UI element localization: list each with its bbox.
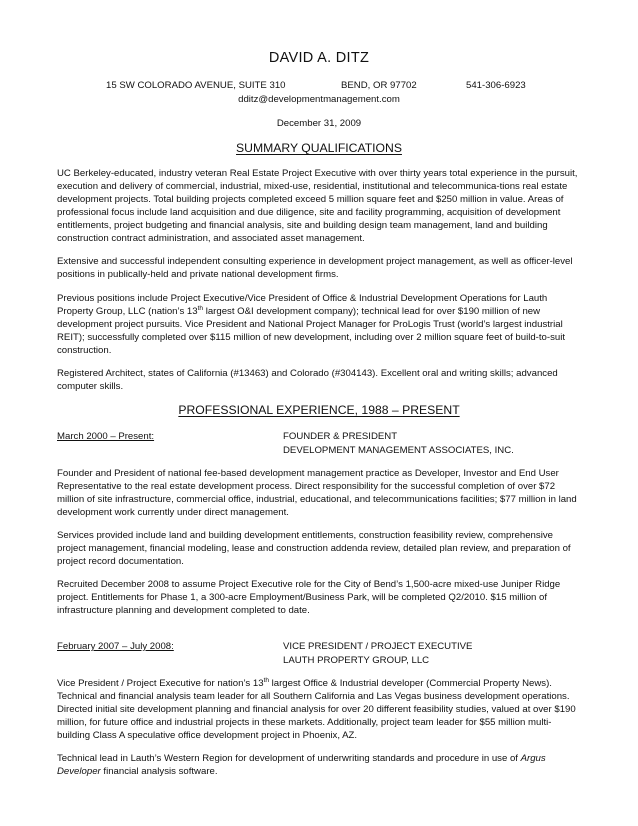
- job-1-dates: March 2000 – Present:: [57, 431, 155, 442]
- job-1-paragraph-1: Founder and President of national fee-based development management practice as Developer, Investor and End User Representative to the real estate development process. Direct responsibility for the successful completion of over $72 million of site infrastructure, commercial office, industrial, educational, and telecommunications facilities; $77 million in land development work currently under direct management.: [57, 468, 577, 518]
- summary-paragraph-2: Extensive and successful independent consulting experience in development project management, as well as officer-level positions in publically-held and private national development firms.: [57, 256, 573, 280]
- city-state-zip: BEND, OR 97702: [341, 80, 417, 91]
- job-1-paragraph-3: Recruited December 2008 to assume Project Executive role for the City of Bend’s 1,500-acre mixed-use Juniper Ridge project. Entitlements for Phase 1, a 300-acre Employment/Business Park, will be completed Q2/2010. $15 million of infrastructure planning and development completed to date.: [57, 579, 561, 616]
- job-2-paragraph-2: Technical lead in Lauth’s Western Region for development of underwriting standards and procedure in use of Argus Developer financial analysis software.: [57, 753, 546, 777]
- job-2-title: VICE PRESIDENT / PROJECT EXECUTIVE: [283, 641, 473, 652]
- job-2-dates: February 2007 – July 2008:: [57, 641, 174, 652]
- street-address: 15 SW COLORADO AVENUE, SUITE 310: [106, 80, 286, 91]
- phone-number: 541-306-6923: [466, 80, 526, 91]
- summary-paragraph-3: Previous positions include Project Executive/Vice President of Office & Industrial Development Operations for Lauth Property Group, LLC (nation’s 13th largest O&I development company); technical lead for over $190 million of new development project pursuits. Vice President and National Project Manager for ProLogis Trust (world’s largest industrial REIT); successfully completed over $115 million of new development, including over 2 million square feet of build-to-suit construction.: [57, 293, 566, 356]
- document-date: December 31, 2009: [276, 118, 362, 129]
- candidate-name: DAVID A. DITZ: [268, 50, 370, 66]
- summary-paragraph-1: UC Berkeley-educated, industry veteran Real Estate Project Executive with over thirty years total experience in the pursuit, execution and delivery of commercial, industrial, mixed-use, residential, institutional and telecommunica-tions real estate development projects. Total building projects completed exceed 5 million square feet and $250 million in value. Areas of professional focus include land acquisition and due diligence, site and facility programming, acquisition of development entitlements, project budgeting and financial analysis, site and building design team management, land and building construction contract administration, and associated asset management.: [57, 168, 578, 244]
- job-1-company: DEVELOPMENT MANAGEMENT ASSOCIATES, INC.: [283, 445, 514, 456]
- job-2-paragraph-1: Vice President / Project Executive for nation’s 13th largest Office & Industrial developer (Commercial Property News). Technical and financial analysis team leader for all Southern California and Las Vegas business development operations. Directed initial site development planning and financial analysis for over 20 different feasibility studies, valued at over $190 million, for future office and industrial projects in these markets. Additionally, project team leader for $55 million multi-building Class A speculative office development project in Phoenix, AZ.: [57, 676, 576, 741]
- experience-heading: PROFESSIONAL EXPERIENCE, 1988 – PRESENT: [178, 403, 460, 417]
- summary-paragraph-4: Registered Architect, states of California (#13463) and Colorado (#304143). Excellent oral and writing skills; advanced computer skills.: [57, 368, 558, 392]
- job-1-paragraph-2: Services provided include land and building development entitlements, construction feasibility review, comprehensive project management, financial modeling, lease and construction addenda review, detailed plan review, and preparation of project record documentation.: [57, 530, 571, 567]
- job-2-company: LAUTH PROPERTY GROUP, LLC: [283, 655, 430, 666]
- job-1-title: FOUNDER & PRESIDENT: [283, 431, 398, 442]
- email-address: dditz@developmentmanagement.com: [238, 94, 400, 105]
- summary-heading: SUMMARY QUALIFICATIONS: [236, 141, 402, 155]
